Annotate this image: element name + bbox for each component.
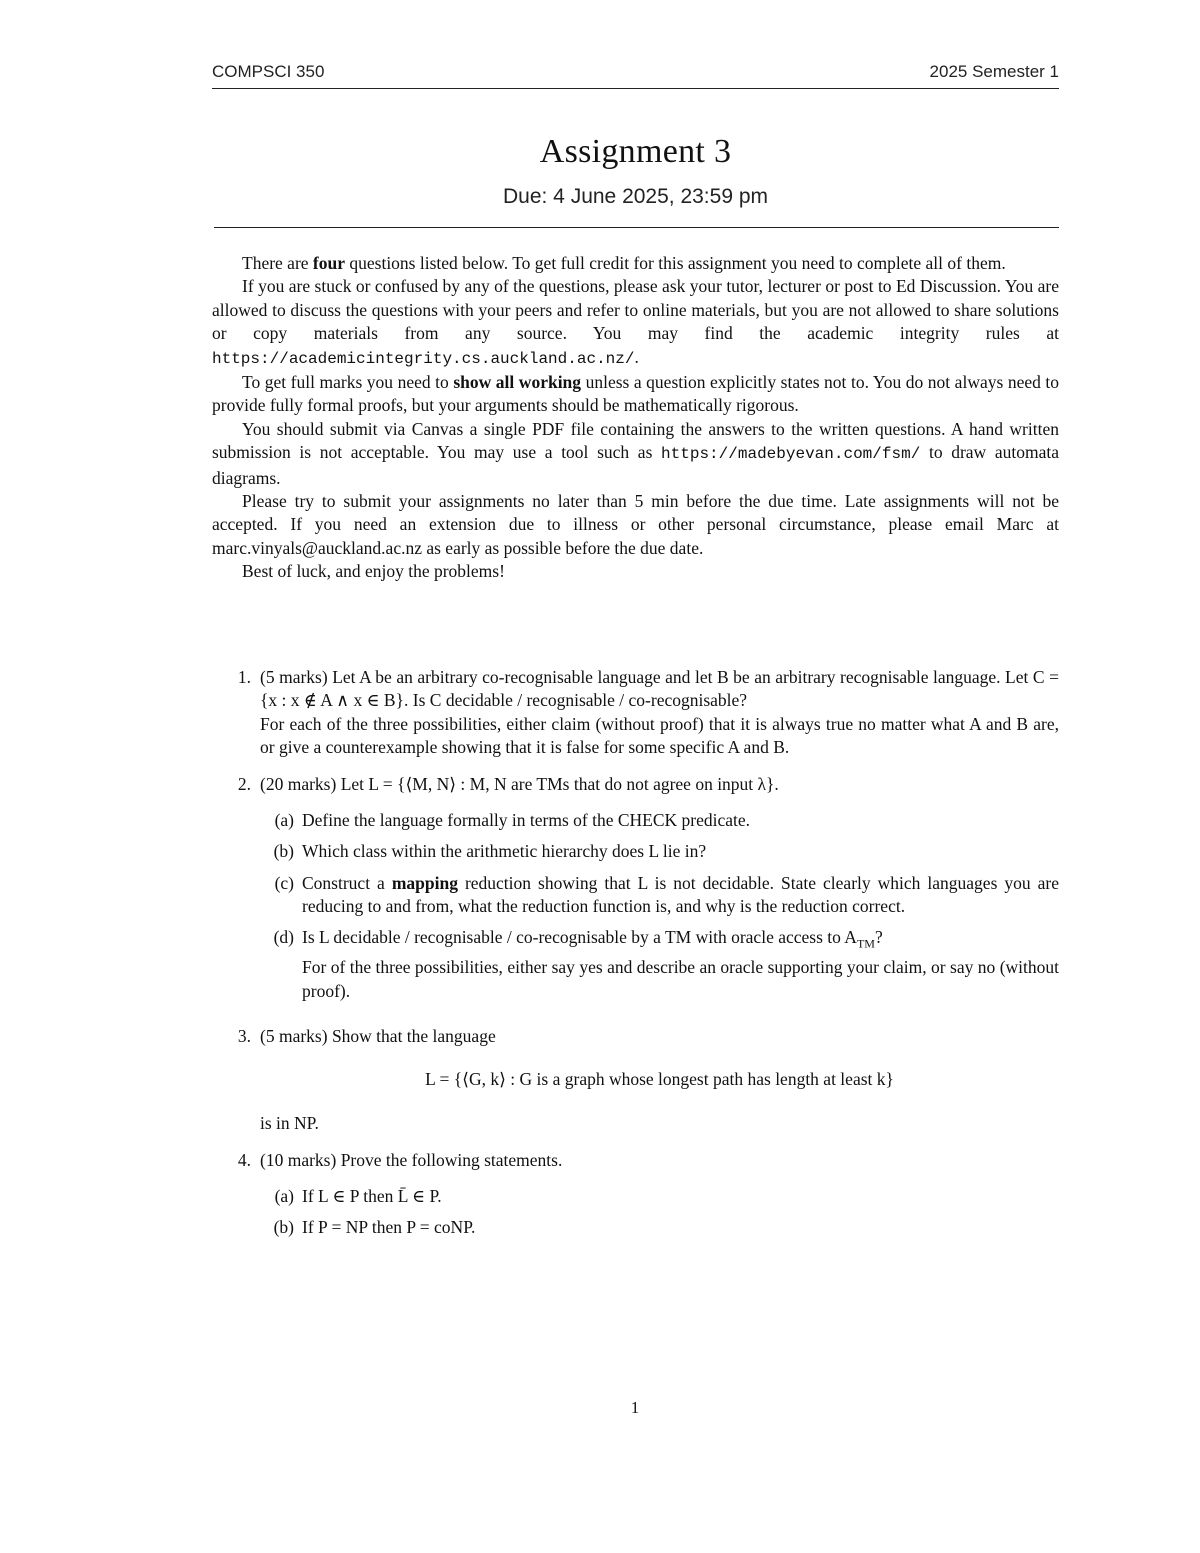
question-text: is in NP. [260, 1112, 319, 1133]
subquestion-text-part: For of the three possibilities, either say yes and describe an oracle supporting your claim, or say no (without proof). [302, 957, 1059, 1001]
intro-paragraph-6: Best of luck, and enjoy the problems! [242, 561, 505, 582]
question-text: For each of the three possibilities, either claim (without proof) that it is always true no matter what A and B are, or give a counterexample showing that it is false for some specific A and B. [260, 713, 1059, 757]
intro-text: . [634, 346, 639, 367]
subquestion-2a [260, 809, 1059, 832]
question-text: Prove the following statements. [336, 1150, 563, 1171]
intro-paragraph-1 [212, 252, 1059, 275]
due-date: Due: 4 June 2025, 23:59 pm [502, 185, 769, 208]
subquestion-text [302, 926, 1059, 1003]
intro-text: There are [242, 253, 313, 273]
subquestion-text-part: reduction showing that L is not decidable. State clearly which languages you are reducing to and from, what the reduction function is, and why is the reduction correct. [302, 872, 1059, 916]
subquestion-label: (d) [273, 927, 294, 948]
intro-paragraph-5: Please try to submit your assignments no later than 5 min before the due time. Late assignments will not be accepted. If you need an extension due to illness or other personal circumstance, please email Marc at marc.vinyals@auckland.ac.nz as early as possible before the due date. [212, 491, 1059, 558]
subquestion-2d [260, 926, 1059, 1003]
subquestion-label: (a) [274, 809, 294, 830]
question-text: Let A be an arbitrary co-recognisable language and let B be an arbitrary recognisable language. Let C = {x : x ∉ A ∧ x ∈ B}. Is C decidable / recognisable / co-recognisable? [260, 666, 1059, 711]
question-number: 1. [237, 666, 251, 687]
document-page [212, 62, 1059, 1262]
subquestion-text: If L ∈ P then L̄ ∈ P. [302, 1185, 442, 1206]
question-text: Show that the language [327, 1026, 496, 1047]
question-1 [212, 666, 1059, 760]
question-2 [212, 773, 1059, 1011]
question-4 [212, 1149, 1059, 1247]
fsm-tool-link[interactable]: https://madebyevan.com/fsm/ [661, 445, 921, 464]
integrity-link[interactable]: https://academicintegrity.cs.auckland.ac.nz/ [212, 349, 635, 368]
subquestion-text-part: Is L decidable / recognisable / co-recognisable by a TM with oracle access to A [302, 927, 857, 948]
running-header [212, 62, 1059, 89]
subquestion-label: (b) [273, 1217, 294, 1238]
question-list [212, 666, 1059, 1248]
intro-text: questions listed below. To get full credit for this assignment you need to complete all of them. [345, 253, 1006, 273]
subscript: TM [856, 936, 875, 951]
question-marks: (10 marks) [260, 1150, 337, 1171]
question-number: 3. [237, 1026, 251, 1047]
subquestion-label: (c) [274, 872, 294, 893]
subquestion-label: (a) [274, 1185, 294, 1206]
subquestion-2c [260, 872, 1059, 919]
question-marks: (5 marks) [260, 1026, 328, 1047]
intro-text: to draw automata diagrams. [212, 442, 1059, 488]
question-marks: (20 marks) [260, 774, 337, 795]
intro-text: unless a question explicitly states not to. You do not always need to provide fully formal proofs, but your arguments should be mathematically rigorous. [212, 372, 1060, 416]
intro-emphasis: show all working [453, 372, 582, 393]
title-divider [214, 227, 1059, 228]
subquestion-4a [260, 1185, 1059, 1208]
page-number: 1 [630, 1398, 640, 1417]
subquestion-2b [260, 840, 1059, 863]
subquestion-emphasis: mapping [391, 872, 458, 893]
subquestion-text-part: Construct a [302, 872, 392, 893]
subquestion-label: (b) [273, 841, 294, 862]
intro-text: If you are stuck or confused by any of the questions, please ask your tutor, lecturer or post to Ed Discussion. You are allowed to discuss the questions with your peers and refer to online materials, but you are not allowed to share solutions or copy materials from any source. You may find the academic integrity rules at [212, 276, 1059, 344]
display-equation: L = {⟨G, k⟩ : G is a graph whose longest path has length at least k} [425, 1069, 894, 1090]
instructions [212, 252, 1059, 584]
subquestion-text-part: ? [874, 927, 883, 948]
subquestion-text: Define the language formally in terms of the CHECK predicate. [302, 809, 751, 830]
question-number: 4. [237, 1150, 251, 1171]
intro-paragraph-4 [212, 418, 1059, 490]
question-text: Let L = {⟨M, N⟩ : M, N are TMs that do not agree on input λ}. [336, 774, 779, 795]
assignment-title: Assignment 3 [539, 133, 732, 170]
question-3 [212, 1025, 1059, 1135]
subquestion-4b [260, 1216, 1059, 1239]
course-code: COMPSCI 350 [212, 62, 325, 81]
intro-text: You should submit via Canvas a single PDF file containing the answers to the written questions. A hand written submission is not acceptable. You may use a tool such as [212, 418, 1059, 463]
subquestion-text: Which class within the arithmetic hierarchy does L lie in? [302, 841, 707, 862]
subquestion-text: If P = NP then P = coNP. [302, 1217, 476, 1238]
semester-label: 2025 Semester 1 [929, 62, 1059, 81]
intro-paragraph-2 [212, 275, 1059, 371]
subquestion-text [302, 872, 1059, 919]
question-number: 2. [237, 774, 251, 795]
intro-text: To get full marks you need to [242, 372, 454, 393]
intro-emphasis: four [312, 253, 345, 273]
question-marks: (5 marks) [260, 666, 328, 687]
intro-paragraph-3 [212, 371, 1059, 418]
